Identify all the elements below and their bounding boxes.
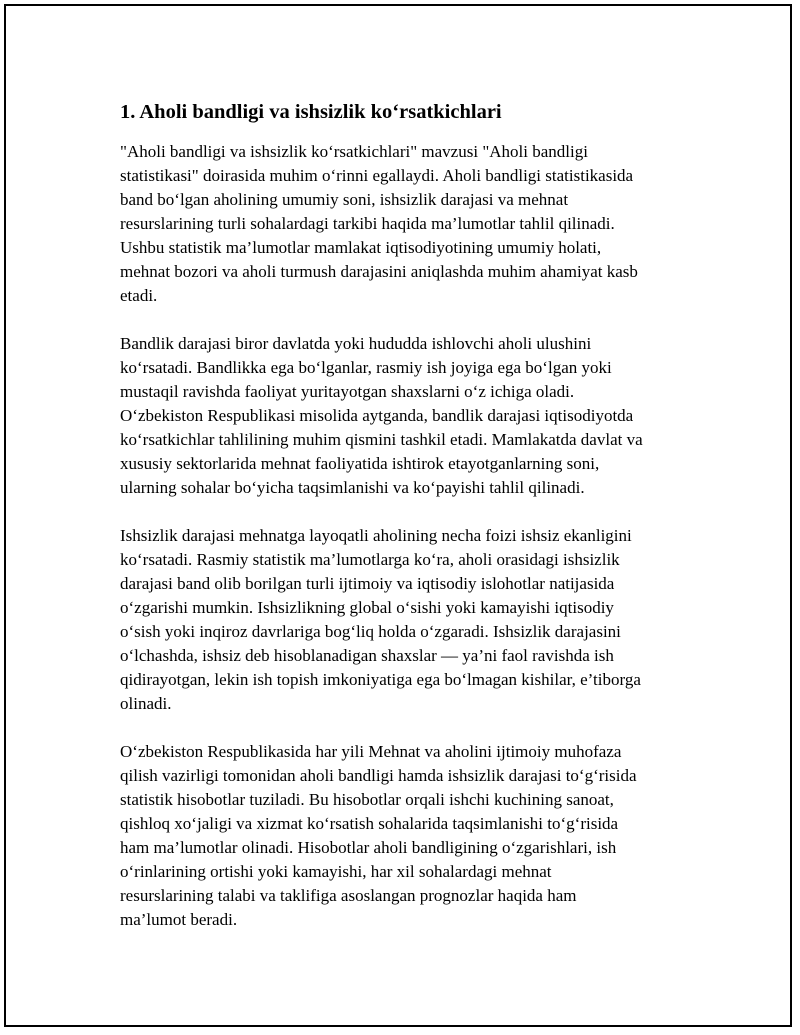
paragraph-line: darajasi band olib borilgan turli ijtimoiy va iqtisodiy islohotlar natijasida xyxy=(120,574,615,593)
paragraph-line: qidirayotgan, lekin ish topish imkoniyatiga ega bo‘lmagan kishilar, e’tiborga xyxy=(120,670,641,689)
paragraph-line: O‘zbekiston Respublikasida har yili Mehnat va aholini ijtimoiy muhofaza xyxy=(120,742,622,761)
paragraph-line: ularning sohalar bo‘yicha taqsimlanishi va ko‘payishi tahlil qilinadi. xyxy=(120,478,585,497)
paragraph-line: "Aholi bandligi va ishsizlik ko‘rsatkichlari" mavzusi "Aholi bandligi xyxy=(120,142,588,161)
paragraph-line: ko‘rsatkichlar tahlilining muhim qismini tashkil etadi. Mamlakatda davlat va xyxy=(120,430,643,449)
paragraph-4 xyxy=(120,740,690,932)
paragraph-line: O‘zbekiston Respublikasi misolida aytganda, bandlik darajasi iqtisodiyotda xyxy=(120,406,634,425)
paragraph-line: ko‘rsatadi. Bandlikka ega bo‘lganlar, rasmiy ish joyiga ega bo‘lgan yoki xyxy=(120,358,612,377)
paragraph-line: etadi. xyxy=(120,286,158,305)
paragraph-line: ham ma’lumotlar olinadi. Hisobotlar aholi bandligining o‘zgarishlari, ish xyxy=(120,838,617,857)
paragraph-line: statistik hisobotlar tuziladi. Bu hisobotlar orqali ishchi kuchining sanoat, xyxy=(120,790,614,809)
paragraph-line: statistikasi" doirasida muhim o‘rinni egallaydi. Aholi bandligi statistikasida xyxy=(120,166,634,185)
paragraph-line: o‘lchashda, ishsiz deb hisoblanadigan shaxslar — ya’ni faol ravishda ish xyxy=(120,646,614,665)
paragraph-line: mehnat bozori va aholi turmush darajasini aniqlashda muhim ahamiyat kasb xyxy=(120,262,638,281)
paragraph-line: o‘sish yoki inqiroz davrlariga bog‘liq holda o‘zgaradi. Ishsizlik darajasini xyxy=(120,622,621,641)
paragraph-line: Bandlik darajasi biror davlatda yoki hududda ishlovchi aholi ulushini xyxy=(120,334,592,353)
paragraph-line: o‘zgarishi mumkin. Ishsizlikning global o‘sishi yoki kamayishi iqtisodiy xyxy=(120,598,614,617)
paragraph-2 xyxy=(120,332,690,500)
paragraph-line: ko‘rsatadi. Rasmiy statistik ma’lumotlarga ko‘ra, aholi orasidagi ishsizlik xyxy=(120,550,620,569)
paragraph-line: Ushbu statistik ma’lumotlar mamlakat iqtisodiyotining umumiy holati, xyxy=(120,238,602,257)
paragraph-line: olinadi. xyxy=(120,694,172,713)
paragraph-line: band bo‘lgan aholining umumiy soni, ishsizlik darajasi va mehnat xyxy=(120,190,569,209)
paragraph-3 xyxy=(120,524,690,716)
paragraph-line: qilish vazirligi tomonidan aholi bandligi hamda ishsizlik darajasi to‘g‘risida xyxy=(120,766,637,785)
paragraph-line: ma’lumot beradi. xyxy=(120,910,238,929)
paragraph-line: resurslarining turli sohalardagi tarkibi haqida ma’lumotlar tahlil qilinadi. xyxy=(120,214,615,233)
paragraph-1 xyxy=(120,140,690,308)
paragraph-line: Ishsizlik darajasi mehnatga layoqatli aholining necha foizi ishsiz ekanligini xyxy=(120,526,632,545)
paragraph-line: xususiy sektorlarida mehnat faoliyatida ishtirok etayotganlarning soni, xyxy=(120,454,600,473)
page-frame xyxy=(4,4,792,1027)
section-heading: 1. Aholi bandligi va ishsizlik ko‘rsatkichlari xyxy=(120,101,502,123)
paragraph-line: mustaqil ravishda faoliyat yuritayotgan shaxslarni o‘z ichiga oladi. xyxy=(120,382,575,401)
paragraph-line: o‘rinlarining ortishi yoki kamayishi, har xil sohalardagi mehnat xyxy=(120,862,552,881)
document-body xyxy=(120,100,690,956)
paragraph-line: resurslarining talabi va taklifiga asoslangan prognozlar haqida ham xyxy=(120,886,577,905)
paragraph-line: qishloq xo‘jaligi va xizmat ko‘rsatish sohalarida taqsimlanishi to‘g‘risida xyxy=(120,814,619,833)
